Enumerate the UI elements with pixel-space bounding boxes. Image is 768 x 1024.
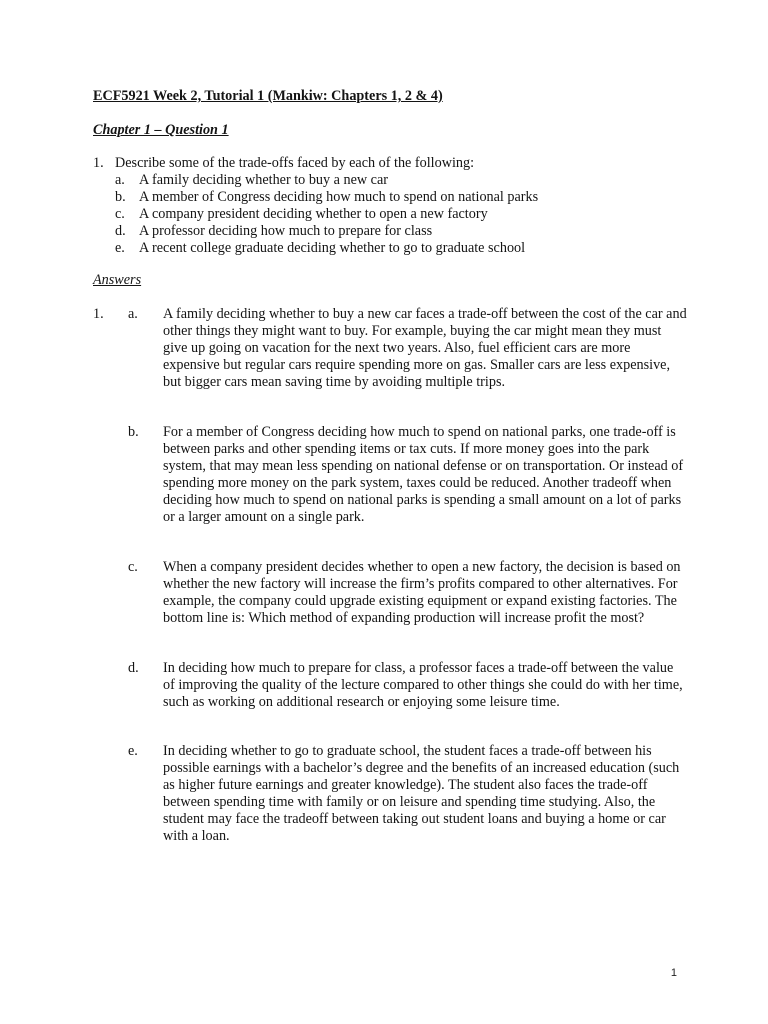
- question-prompt: Describe some of the trade-offs faced by each of the following:: [115, 155, 475, 171]
- answer-text: A family deciding whether to buy a new car faces a trade-off between the cost of the car and other things they might want to buy. For example, buying the car might mean they must give up going on vacation for the next two years. Also, fuel efficient cars are more expensive but regular cars require spending more on gas. Smaller cars are less expensive, but bigger cars mean saving time by avoiding multiple trips.: [163, 306, 687, 390]
- answer-text: When a company president decides whether to open a new factory, the decision is based on whether the new factory will increase the firm’s profits compared to other alternatives. For example, the company could upgrade existing equipment or expand existing factories. The bottom line is: Which method of expanding production will increase profit the most?: [163, 559, 681, 626]
- page-number: 1: [670, 967, 677, 979]
- question-item-text: A professor deciding how much to prepare for class: [139, 223, 433, 239]
- question-item: [93, 240, 693, 257]
- question-item-letter: a.: [115, 172, 125, 188]
- question-item-letter: b.: [115, 189, 126, 205]
- question-item-text: A company president deciding whether to open a new factory: [139, 206, 488, 222]
- answer-item: [128, 424, 688, 526]
- answer-letter: c.: [128, 559, 138, 575]
- question-item-text: A recent college graduate deciding whether to go to graduate school: [139, 240, 526, 256]
- answer-text: In deciding how much to prepare for class, a professor faces a trade-off between the value of improving the quality of the lecture compared to other things she could do with her time, such as working on additional research or enjoying some leisure time.: [163, 660, 683, 710]
- answer-letter: a.: [128, 306, 138, 322]
- chapter-heading: Chapter 1 – Question 1: [93, 122, 229, 138]
- question-item-text: A member of Congress deciding how much to spend on national parks: [139, 189, 539, 205]
- answer-letter: b.: [128, 424, 139, 440]
- answer-text: In deciding whether to go to graduate school, the student faces a trade-off between his possible earnings with a bachelor’s degree and the benefits of an increased education (such as higher future earnings and greater knowledge). The student also faces the trade-off between spending time with family or on leisure and spending time studying. Also, the student may face the tradeoff between taking out student loans and buying a home or car with a loan.: [163, 743, 680, 844]
- question-item: [93, 206, 693, 223]
- question-prompt-line: [93, 155, 693, 172]
- question-number: 1.: [93, 155, 104, 171]
- question-items: [93, 172, 693, 257]
- question-item: [93, 189, 693, 206]
- answers-heading: Answers: [93, 272, 142, 288]
- answer-text: For a member of Congress deciding how much to spend on national parks, one trade-off is between parks and other spending items or tax cuts. If more money goes into the park system, that may mean less spending on national defense or on transportation. Or instead of spending more money on the park system, taxes could be reduced. Another tradeoff when deciding how much to spend on national parks is spending a small amount on a lot of parks or a larger amount on a single park.: [163, 424, 684, 525]
- question-item: [93, 223, 693, 240]
- answers-number: 1.: [93, 306, 104, 322]
- answer-letter: d.: [128, 660, 139, 676]
- question-item-letter: e.: [115, 240, 125, 256]
- question-item-letter: d.: [115, 223, 126, 239]
- answer-item: [128, 559, 688, 627]
- answer-item: [128, 306, 688, 391]
- question-item: [93, 172, 693, 189]
- answer-item: [128, 660, 688, 711]
- answer-letter: e.: [128, 743, 138, 759]
- question-block: [93, 155, 693, 257]
- question-item-letter: c.: [115, 206, 125, 222]
- document-title: ECF5921 Week 2, Tutorial 1 (Mankiw: Chapters 1, 2 & 4): [93, 88, 443, 104]
- question-item-text: A family deciding whether to buy a new car: [139, 172, 388, 188]
- answer-item: [128, 743, 688, 845]
